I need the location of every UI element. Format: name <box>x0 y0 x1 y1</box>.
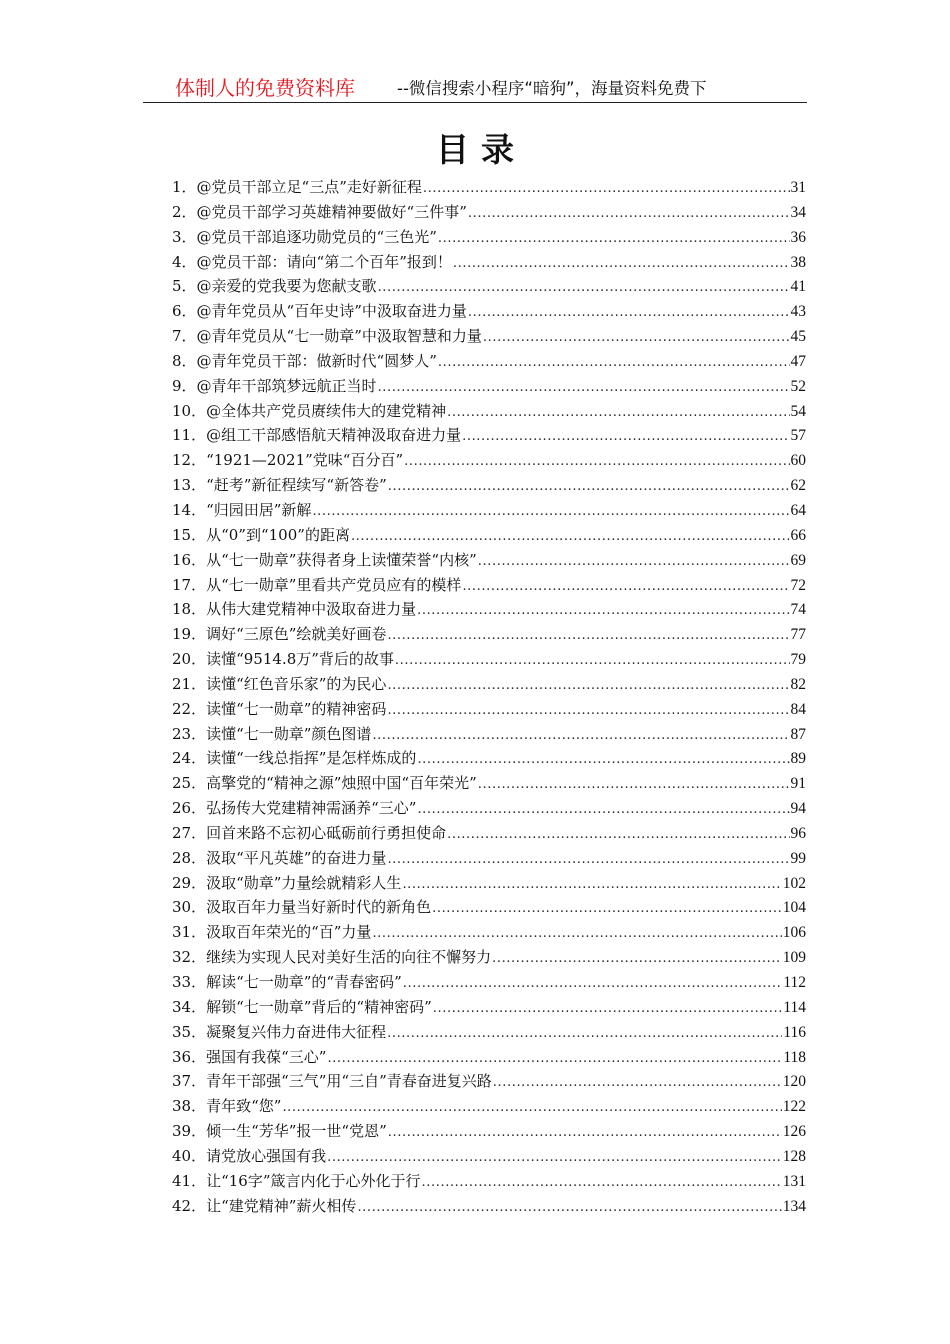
toc-entry-page: 96 <box>790 824 806 842</box>
toc-entry-page: 109 <box>782 949 806 967</box>
toc-entry[interactable] <box>172 225 806 250</box>
toc-dot-leader <box>417 748 789 773</box>
toc-entry-page: 99 <box>790 849 806 867</box>
toc-entry-number: 13． <box>172 476 207 495</box>
toc-entry-number: 9． <box>172 376 197 395</box>
toc-dot-leader <box>404 450 789 475</box>
toc-entry-title: @青年干部筑梦远航正当时 <box>196 376 377 395</box>
toc-entry[interactable] <box>172 324 806 349</box>
toc-dot-leader <box>378 376 790 401</box>
toc-entry-title: 弘扬传大党建精神需涵养“三心” <box>206 799 417 818</box>
toc-entry[interactable] <box>172 1045 806 1070</box>
toc-dot-leader <box>388 475 790 500</box>
toc-entry-title: @青年党员从“百年史诗”中汲取奋进力量 <box>196 302 467 321</box>
toc-dot-leader <box>387 1022 782 1047</box>
toc-entry-page: 54 <box>790 402 806 420</box>
toc-entry-title: 解锁“七一勋章”背后的“精神密码” <box>206 997 432 1016</box>
toc-entry-page: 118 <box>783 1048 806 1066</box>
toc-dot-leader <box>372 922 781 947</box>
toc-entry-number: 28． <box>172 848 207 867</box>
toc-entry-page: 82 <box>790 675 806 693</box>
toc-entry-page: 94 <box>790 800 806 818</box>
toc-dot-leader <box>468 301 790 326</box>
toc-entry[interactable] <box>172 423 806 448</box>
toc-entry[interactable] <box>172 846 806 871</box>
toc-entry-title: “1921—2021”党味“百分百” <box>206 451 404 470</box>
toc-entry-number: 10． <box>172 401 207 420</box>
toc-entry[interactable] <box>172 796 806 821</box>
toc-entry-page: 47 <box>790 352 806 370</box>
toc-entry-title: 从“0”到“100”的距离 <box>206 525 350 544</box>
toc-entry-page: 45 <box>790 328 806 346</box>
toc-entry-number: 16． <box>172 550 207 569</box>
toc-entry-title: 青年致“您” <box>206 1097 282 1116</box>
toc-entry[interactable] <box>172 771 806 796</box>
toc-entry-number: 1． <box>172 178 197 196</box>
toc-entry-number: 8． <box>172 351 197 370</box>
toc-entry-page: 36 <box>790 228 806 246</box>
toc-entry-title: @全体共产党员赓续伟大的建党精神 <box>206 401 447 420</box>
toc-entry-number: 25． <box>172 774 207 793</box>
toc-entry[interactable] <box>172 970 806 995</box>
toc-entry-page: 89 <box>790 750 806 768</box>
toc-dot-leader <box>478 773 790 798</box>
toc-entry-title: 解读“七一勋章”的“青春密码” <box>206 973 402 991</box>
toc-entry[interactable] <box>172 647 806 672</box>
toc-entry[interactable] <box>172 573 806 598</box>
toc-entry-page: 57 <box>790 427 806 445</box>
toc-entry-title: 让“16字”箴言内化于心外化于行 <box>206 1171 421 1190</box>
toc-entry-number: 36． <box>172 1047 207 1066</box>
toc-entry-title: @青年党员干部：做新时代“圆梦人” <box>196 351 437 370</box>
toc-entry-number: 6． <box>172 302 197 321</box>
toc-entry-page: 102 <box>782 874 806 892</box>
toc-entry-title: “赶考”新征程续写“新答卷” <box>206 476 387 495</box>
toc-entry-page: 128 <box>782 1147 806 1165</box>
toc-dot-leader <box>282 1096 781 1121</box>
toc-dot-leader <box>387 699 789 724</box>
toc-dot-leader <box>312 500 789 525</box>
toc-entry-page: 91 <box>790 775 806 793</box>
toc-entry[interactable] <box>172 1119 806 1144</box>
toc-entry-number: 42． <box>172 1196 207 1215</box>
toc-entry[interactable] <box>172 622 806 647</box>
toc-entry-page: 62 <box>790 477 806 495</box>
toc-entry[interactable] <box>172 523 806 548</box>
toc-entry-page: 79 <box>790 651 806 669</box>
toc-entry-number: 3． <box>172 227 197 246</box>
toc-entry[interactable] <box>172 374 806 399</box>
toc-entry[interactable] <box>172 274 806 299</box>
toc-entry-title: 强国有我葆“三心” <box>206 1047 327 1066</box>
toc-entry-number: 12． <box>172 451 207 470</box>
toc-entry-title: 回首来路不忘初心砥砺前行勇担使命 <box>206 823 447 842</box>
toc-entry-page: 106 <box>782 924 806 942</box>
toc-dot-leader <box>447 401 789 426</box>
toc-entry[interactable] <box>172 175 806 200</box>
toc-entry-number: 23． <box>172 724 207 743</box>
toc-entry[interactable] <box>172 1194 806 1219</box>
toc-entry[interactable] <box>172 1069 806 1094</box>
toc-entry[interactable] <box>172 995 806 1020</box>
toc-entry-number: 18． <box>172 600 207 619</box>
toc-entry[interactable] <box>172 871 806 896</box>
toc-dot-leader <box>387 624 789 649</box>
toc-entry-number: 5． <box>172 277 197 296</box>
header-brand: 体制人的免费资料库 <box>175 76 355 100</box>
toc-dot-leader <box>402 873 781 898</box>
toc-entry[interactable] <box>172 250 806 275</box>
toc-entry[interactable] <box>172 1020 806 1045</box>
toc-entry-number: 22． <box>172 699 207 718</box>
toc-dot-leader <box>403 972 783 997</box>
toc-entry-page: 116 <box>783 1023 806 1041</box>
toc-dot-leader <box>478 550 790 575</box>
toc-entry-page: 66 <box>790 526 806 544</box>
page-title: 目录 <box>436 130 526 169</box>
toc-entry-page: 131 <box>782 1172 806 1190</box>
toc-entry-title: @组工干部感悟航天精神汲取奋进力量 <box>206 426 462 445</box>
toc-entry[interactable] <box>172 1094 806 1119</box>
toc-entry-title: 凝聚复兴伟力奋进伟大征程 <box>206 1022 387 1041</box>
toc-entry-page: 104 <box>782 899 806 917</box>
toc-dot-leader <box>433 997 783 1022</box>
toc-dot-leader <box>417 798 789 823</box>
toc-entry-number: 20． <box>172 650 207 669</box>
toc-entry-page: 31 <box>790 179 806 196</box>
toc-entry-page: 74 <box>790 601 806 619</box>
toc-entry-title: 汲取“平凡英雄”的奋进力量 <box>206 848 387 867</box>
toc-entry[interactable] <box>172 920 806 945</box>
header-tagline: --微信搜索小程序“暗狗”，海量资料免费下 <box>397 79 707 98</box>
toc-entry-number: 21． <box>172 674 207 693</box>
toc-entry-number: 27． <box>172 823 207 842</box>
toc-entry-number: 17． <box>172 575 207 594</box>
toc-entry-page: 114 <box>783 998 806 1016</box>
toc-entry-number: 33． <box>172 973 207 991</box>
toc-entry-title: 读懂“一线总指挥”是怎样炼成的 <box>206 749 417 768</box>
toc-entry-page: 69 <box>790 551 806 569</box>
toc-entry-number: 4． <box>172 252 197 271</box>
toc-entry-number: 14． <box>172 500 207 519</box>
toc-entry-page: 64 <box>790 501 806 519</box>
toc-entry-number: 11． <box>172 426 207 445</box>
toc-dot-leader <box>438 351 790 376</box>
toc-entry-number: 15． <box>172 525 207 544</box>
toc-dot-leader <box>447 823 789 848</box>
toc-entry-number: 38． <box>172 1097 207 1116</box>
toc-entry-page: 41 <box>790 278 806 296</box>
table-of-contents <box>172 175 806 1218</box>
toc-dot-leader <box>327 1146 782 1171</box>
toc-entry-title: 从伟大建党精神中汲取奋进力量 <box>206 600 417 619</box>
toc-entry[interactable] <box>172 548 806 573</box>
toc-dot-leader <box>493 1071 782 1096</box>
toc-entry-number: 39． <box>172 1122 207 1141</box>
toc-entry-page: 43 <box>790 303 806 321</box>
toc-entry-title: @青年党员从“七一勋章”中汲取智慧和力量 <box>196 327 482 346</box>
toc-entry[interactable] <box>172 722 806 747</box>
toc-entry-title: 高擎党的“精神之源”烛照中国“百年荣光” <box>206 774 477 793</box>
toc-entry-title: 从“七一勋章”里看共产党员应有的模样 <box>206 575 462 594</box>
toc-dot-leader <box>387 674 789 699</box>
toc-entry-title: @党员干部：请向“第二个百年”报到！ <box>196 252 452 271</box>
toc-entry-title: 汲取“勋章”力量绘就精彩人生 <box>206 873 402 892</box>
toc-entry[interactable] <box>172 200 806 225</box>
toc-entry-page: 72 <box>790 576 806 594</box>
toc-entry[interactable] <box>172 1169 806 1194</box>
toc-entry[interactable] <box>172 448 806 473</box>
toc-entry-number: 35． <box>172 1022 207 1041</box>
toc-dot-leader <box>387 848 789 873</box>
toc-entry-title: 调好“三原色”绘就美好画卷 <box>206 625 387 644</box>
toc-entry[interactable] <box>172 895 806 920</box>
toc-entry-page: 122 <box>782 1098 806 1116</box>
toc-entry-title: 请党放心强国有我 <box>206 1146 327 1165</box>
toc-entry-number: 19． <box>172 625 207 644</box>
toc-entry[interactable] <box>172 597 806 622</box>
toc-dot-leader <box>423 177 790 202</box>
toc-entry-title: @党员干部学习英雄精神要做好“三件事” <box>196 202 467 221</box>
toc-dot-leader <box>483 326 790 351</box>
toc-dot-leader <box>327 1047 782 1072</box>
toc-entry-title: 继续为实现人民对美好生活的向往不懈努力 <box>206 948 492 967</box>
toc-entry-page: 87 <box>790 725 806 743</box>
toc-entry-number: 31． <box>172 923 207 942</box>
toc-entry[interactable] <box>172 473 806 498</box>
toc-entry[interactable] <box>172 399 806 424</box>
toc-entry-number: 34． <box>172 997 207 1016</box>
toc-entry-number: 29． <box>172 873 207 892</box>
toc-entry-title: “归园田居”新解 <box>206 500 312 519</box>
toc-entry-title: 汲取百年力量当好新时代的新角色 <box>206 898 432 917</box>
toc-dot-leader <box>438 227 790 252</box>
toc-entry-title: @党员干部追逐功勋党员的“三色光” <box>196 227 437 246</box>
toc-dot-leader <box>351 525 790 550</box>
toc-entry-title: 让“建党精神”薪火相传 <box>206 1196 357 1215</box>
toc-entry-page: 38 <box>790 253 806 271</box>
toc-entry-title: 读懂“9514.8万”背后的故事 <box>206 650 394 669</box>
toc-entry-page: 34 <box>790 203 806 221</box>
toc-dot-leader <box>462 575 789 600</box>
toc-entry-number: 2． <box>172 202 197 221</box>
toc-entry-title: @党员干部立足“三点”走好新征程 <box>196 178 422 196</box>
toc-entry-number: 40． <box>172 1146 207 1165</box>
toc-entry-number: 37． <box>172 1072 207 1091</box>
toc-entry[interactable] <box>172 821 806 846</box>
toc-entry-title: 读懂“七一勋章”的精神密码 <box>206 699 387 718</box>
toc-entry[interactable] <box>172 349 806 374</box>
toc-entry-title: 读懂“红色音乐家”的为民心 <box>206 674 387 693</box>
toc-entry[interactable] <box>172 697 806 722</box>
toc-dot-leader <box>372 724 789 749</box>
toc-entry[interactable] <box>172 1144 806 1169</box>
toc-entry[interactable] <box>172 672 806 697</box>
toc-entry[interactable] <box>172 746 806 771</box>
toc-entry-page: 60 <box>790 452 806 470</box>
toc-dot-leader <box>417 599 789 624</box>
toc-dot-leader <box>388 1121 782 1146</box>
toc-entry-number: 41． <box>172 1171 207 1190</box>
toc-entry-number: 26． <box>172 799 207 818</box>
toc-entry-title: 青年干部强“三气”用“三自”青春奋进复兴路 <box>206 1072 492 1091</box>
toc-entry-title: 从“七一勋章”获得者身上读懂荣誉“内核” <box>206 550 477 569</box>
toc-entry-page: 134 <box>782 1197 806 1215</box>
toc-entry-page: 77 <box>790 626 806 644</box>
toc-dot-leader <box>395 649 790 674</box>
toc-entry-number: 24． <box>172 749 207 768</box>
toc-entry-page: 126 <box>782 1123 806 1141</box>
toc-dot-leader <box>432 897 782 922</box>
toc-entry-page: 52 <box>790 377 806 395</box>
toc-dot-leader <box>357 1196 781 1221</box>
toc-entry-page: 84 <box>790 700 806 718</box>
toc-dot-leader <box>492 947 782 972</box>
toc-entry-title: 倾一生“芳华”报一世“党恩” <box>206 1122 387 1141</box>
toc-entry[interactable] <box>172 299 806 324</box>
toc-entry-title: 读懂“七一勋章”颜色图谱 <box>206 724 372 743</box>
toc-entry-page: 120 <box>782 1073 806 1091</box>
toc-entry-number: 30． <box>172 898 207 917</box>
toc-dot-leader <box>378 276 790 301</box>
toc-entry[interactable] <box>172 498 806 523</box>
toc-entry-number: 7． <box>172 327 197 346</box>
toc-entry-page: 112 <box>783 974 806 991</box>
toc-entry[interactable] <box>172 945 806 970</box>
toc-entry-title: @亲爱的党我要为您献支歌 <box>196 277 377 296</box>
toc-entry-title: 汲取百年荣光的“百”力量 <box>206 923 372 942</box>
toc-dot-leader <box>468 202 790 227</box>
toc-dot-leader <box>422 1171 782 1196</box>
toc-dot-leader <box>462 425 789 450</box>
toc-dot-leader <box>453 252 790 277</box>
page-header <box>143 70 807 103</box>
toc-entry-number: 32． <box>172 948 207 967</box>
